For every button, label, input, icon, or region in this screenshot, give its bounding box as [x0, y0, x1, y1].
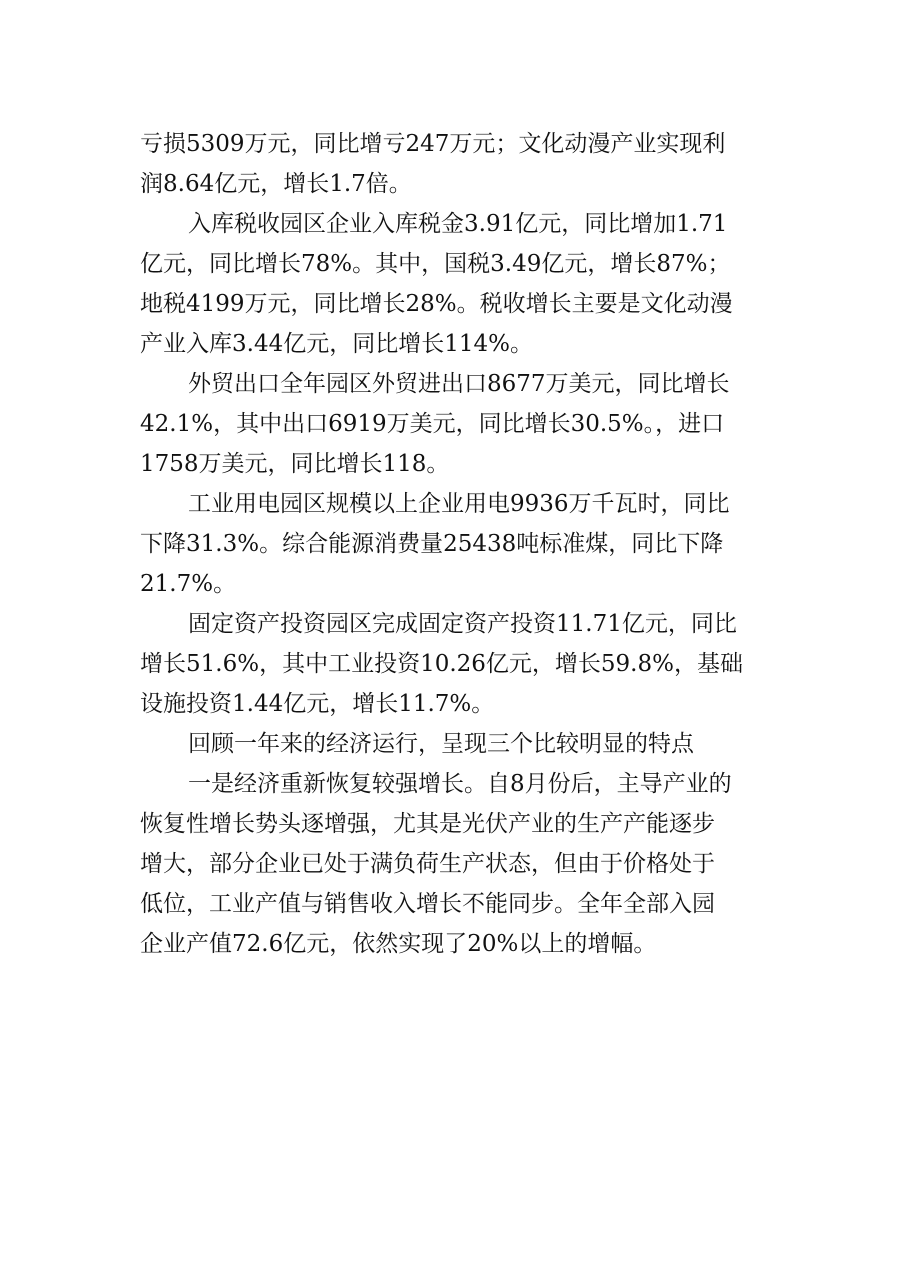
paragraph-start-line: 入库税收园区企业入库税金3.91亿元，同比增加1.71 [188, 211, 728, 237]
text-line: 低位，工业产值与销售收入增长不能同步。全年全部入园 [140, 891, 715, 917]
paragraph-start-line: 外贸出口全年园区外贸进出口8677万美元，同比增长 [188, 371, 730, 397]
text-line: 下降31.3%。综合能源消费量25438吨标准煤，同比下降 [140, 531, 724, 557]
body-text [140, 124, 780, 964]
paragraph-start-line: 固定资产投资园区完成固定资产投资11.71亿元，同比 [188, 611, 737, 637]
text-line: 42.1%，其中出口6919万美元，同比增长30.5%。，进口 [140, 411, 725, 437]
text-line: 增大，部分企业已处于满负荷生产状态，但由于价格处于 [140, 851, 715, 877]
paragraph-start-line: 回顾一年来的经济运行，呈现三个比较明显的特点 [188, 731, 694, 757]
text-line: 21.7%。 [140, 571, 237, 597]
text-line: 设施投资1.44亿元，增长11.7%。 [140, 691, 495, 717]
text-line: 企业产值72.6亿元，依然实现了20%以上的增幅。 [140, 931, 657, 957]
text-line: 增长51.6%，其中工业投资10.26亿元，增长59.8%，基础 [140, 651, 743, 677]
paragraph-start-line: 工业用电园区规模以上企业用电9936万千瓦时，同比 [188, 491, 730, 517]
paragraph-start-line: 一是经济重新恢复较强增长。自8月份后，主导产业的 [188, 771, 732, 797]
text-line: 产业入库3.44亿元，同比增长114%。 [140, 331, 533, 357]
text-line: 恢复性增长势头逐增强，尤其是光伏产业的生产产能逐步 [140, 811, 715, 837]
text-line: 1758万美元，同比增长118。 [140, 451, 450, 477]
text-line: 亏损5309万元，同比增亏247万元；文化动漫产业实现利 [140, 131, 726, 157]
text-line: 润8.64亿元，增长1.7倍。 [140, 171, 412, 197]
text-line: 亿元，同比增长78%。其中，国税3.49亿元，增长87%； [140, 251, 731, 277]
text-line: 地税4199万元，同比增长28%。税收增长主要是文化动漫 [140, 291, 733, 317]
